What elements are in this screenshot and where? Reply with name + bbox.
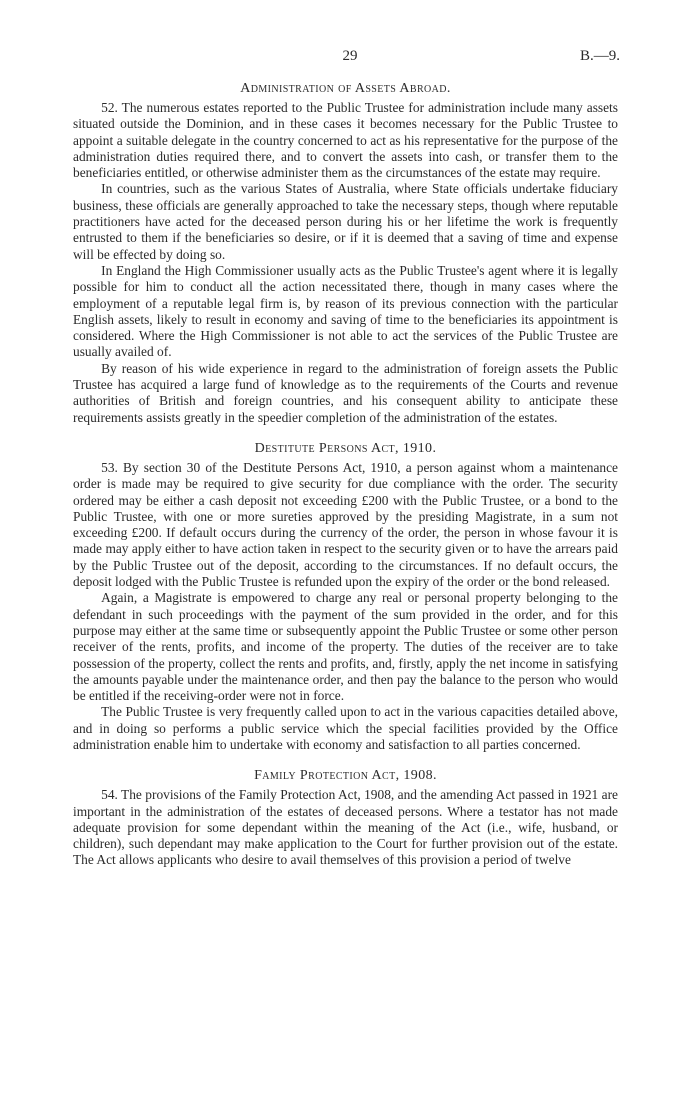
paragraph: By reason of his wide experience in regard to the administration of foreign assets the Public Trustee has acquired a large fund of knowledge as to the requirements of the Courts and revenue authorities of British and foreign countries, and his consequent ability to anticipate these requirements assists greatly in the speedier completion of the administration of the estates.: [73, 360, 618, 425]
page-number: 29: [342, 48, 358, 64]
page-body: [73, 80, 618, 869]
section-heading: Family Protection Act, 1908.: [254, 768, 437, 784]
paragraph: 53. By section 30 of the Destitute Persons Act, 1910, a person against whom a maintenance order is made may be required to give security for due compliance with the order. The security ordered may be either a cash deposit not exceeding £200 with the Public Trustee, or a bond to the Public Trustee, with one or more sureties approved by the presiding Magistrate, in a sum not exceeding £200. If default occurs during the currency of the order, the person in whose favour it is made may apply either to have action taken in respect to the security given or to have the arrears paid by the Public Trustee out of the deposit, according to the circumstances. If no default occurs, the deposit lodged with the Public Trustee is refunded upon the expiry of the order or the bond released.: [73, 459, 618, 590]
paragraph: The Public Trustee is very frequently called upon to act in the various capacities detailed above, and in doing so performs a public service which the special facilities provided by the Office administration enable him to undertake with economy and satisfaction to all parties concerned.: [73, 704, 618, 752]
paragraph: 52. The numerous estates reported to the Public Trustee for administration include many assets situated outside the Dominion, and in these cases it becomes necessary for the Public Trustee to appoint a suitable delegate in the country concerned to act as his representative for the purpose of the administration duties required there, and to convert the assets into cash, or transfer them to the beneficiaries entitled, or otherwise administer them as the circumstances of the estate may require.: [73, 100, 618, 181]
paragraph: Again, a Magistrate is empowered to charge any real or personal property belonging to the defendant in such proceedings with the payment of the sum provided in the order, and for this purpose may either at the same time or subsequently appoint the Public Trustee or some other person receiver of the rents, profits, and income of the property. The duties of the receiver are to take possession of the property, collect the rents and profits, and, firstly, apply the net income in satisfying the amounts payable under the maintenance order, and then pay the balance to the person who would be entitled if the receiving-order were not in force.: [73, 590, 618, 704]
paragraph: 54. The provisions of the Family Protection Act, 1908, and the amending Act passed in 1921 are important in the administration of the estates of deceased persons. Where a testator has not made adequate provision for some dependant within the meaning of the Act (i.e., wife, husband, or children), such dependant may make application to the Court for further provision out of the estate. The Act allows applicants who desire to avail themselves of this provision a period of twelve: [73, 787, 618, 868]
document-reference: B.—9.: [579, 48, 620, 64]
section-heading: Administration of Assets Abroad.: [240, 81, 451, 96]
paragraph: In countries, such as the various States of Australia, where State officials undertake fiduciary business, these officials are generally approached to take the necessary steps, though where reputable practitioners have acted for the deceased person during his or her lifetime the work is frequently entrusted to them if the beneficiaries so desire, or if it is deemed that a saving of time and expense will be effected by doing so.: [73, 181, 618, 262]
paragraph: In England the High Commissioner usually acts as the Public Trustee's agent where it is legally possible for him to conduct all the action necessitated there, though in many cases where the employment of a reputable legal firm is, by reason of its previous connection with the particular English assets, likely to result in economy and saving of time to the beneficiaries its appointment is considered. Where the High Commissioner is not able to act the services of the Public Trustee are usually availed of.: [73, 262, 618, 360]
section-heading: Destitute Persons Act, 1910.: [254, 440, 437, 456]
